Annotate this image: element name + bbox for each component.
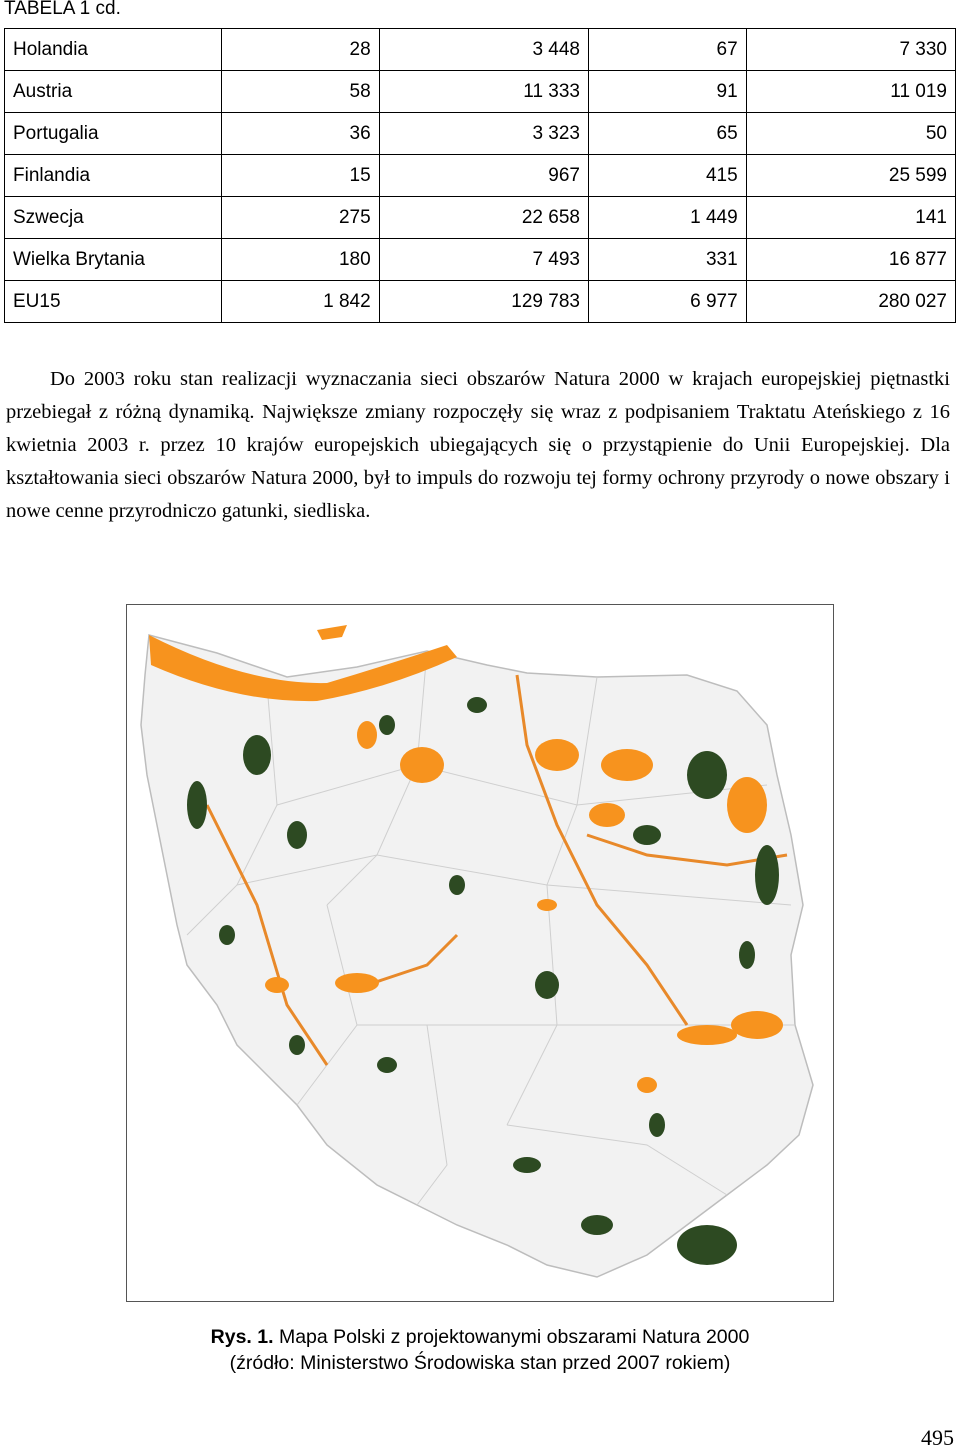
value-cell: 331: [588, 239, 746, 281]
value-cell: 22 658: [379, 197, 588, 239]
value-cell: 11 019: [746, 71, 955, 113]
value-cell: 1 449: [588, 197, 746, 239]
value-cell: 15: [222, 155, 380, 197]
figure-caption-line1: [0, 1324, 960, 1350]
value-cell: 129 783: [379, 281, 588, 323]
poland-natura-map: [127, 605, 833, 1301]
value-cell: 36: [222, 113, 380, 155]
country-cell: Holandia: [5, 29, 222, 71]
table-caption: TABELA 1 cd.: [4, 0, 121, 19]
value-cell: 7 330: [746, 29, 955, 71]
country-cell: Wielka Brytania: [5, 239, 222, 281]
table-row: [5, 281, 956, 323]
value-cell: 6 977: [588, 281, 746, 323]
map-figure: [126, 604, 834, 1302]
value-cell: 180: [222, 239, 380, 281]
value-cell: 91: [588, 71, 746, 113]
table-row: [5, 155, 956, 197]
country-cell: EU15: [5, 281, 222, 323]
value-cell: 3 448: [379, 29, 588, 71]
table-body: [5, 29, 956, 323]
value-cell: 3 323: [379, 113, 588, 155]
value-cell: 1 842: [222, 281, 380, 323]
value-cell: 67: [588, 29, 746, 71]
table-row: [5, 197, 956, 239]
value-cell: 50: [746, 113, 955, 155]
value-cell: 141: [746, 197, 955, 239]
table-row: [5, 113, 956, 155]
value-cell: 25 599: [746, 155, 955, 197]
figure-title: Mapa Polski z projektowanymi obszarami Natura 2000: [273, 1326, 750, 1348]
value-cell: 280 027: [746, 281, 955, 323]
value-cell: 11 333: [379, 71, 588, 113]
value-cell: 65: [588, 113, 746, 155]
page-number: 495: [921, 1425, 954, 1450]
table-row: [5, 29, 956, 71]
value-cell: 967: [379, 155, 588, 197]
figure-caption: [0, 1324, 960, 1376]
table-row: [5, 239, 956, 281]
country-cell: Finlandia: [5, 155, 222, 197]
value-cell: 7 493: [379, 239, 588, 281]
value-cell: 58: [222, 71, 380, 113]
body-text: [6, 363, 950, 528]
table-row: [5, 71, 956, 113]
country-cell: Portugalia: [5, 113, 222, 155]
poland-outline: [141, 635, 813, 1277]
value-cell: 28: [222, 29, 380, 71]
figure-label: Rys. 1.: [210, 1326, 274, 1348]
paragraph: Do 2003 roku stan realizacji wyznaczania sieci obszarów Natura 2000 w krajach europejskiej piętnastki przebiegał z różną dynamiką. Największe zmiany rozpoczęły się wraz z podpisaniem Traktatu Ateńskiego z 16 kwietnia 2003 r. przez 10 krajów europejskich ubiegających się o przystąpienie do Unii Europejskiej. Dla kształtowania sieci obszarów Natura 2000, był to impuls do rozwoju tej formy ochrony przyrody o nowe obszary i nowe cenne przyrodniczo gatunki, siedliska.: [6, 368, 950, 522]
value-cell: 16 877: [746, 239, 955, 281]
country-cell: Austria: [5, 71, 222, 113]
value-cell: 275: [222, 197, 380, 239]
figure-caption-line2: (źródło: Ministerstwo Środowiska stan przed 2007 rokiem): [229, 1352, 731, 1374]
data-table: [4, 28, 956, 323]
value-cell: 415: [588, 155, 746, 197]
country-cell: Szwecja: [5, 197, 222, 239]
